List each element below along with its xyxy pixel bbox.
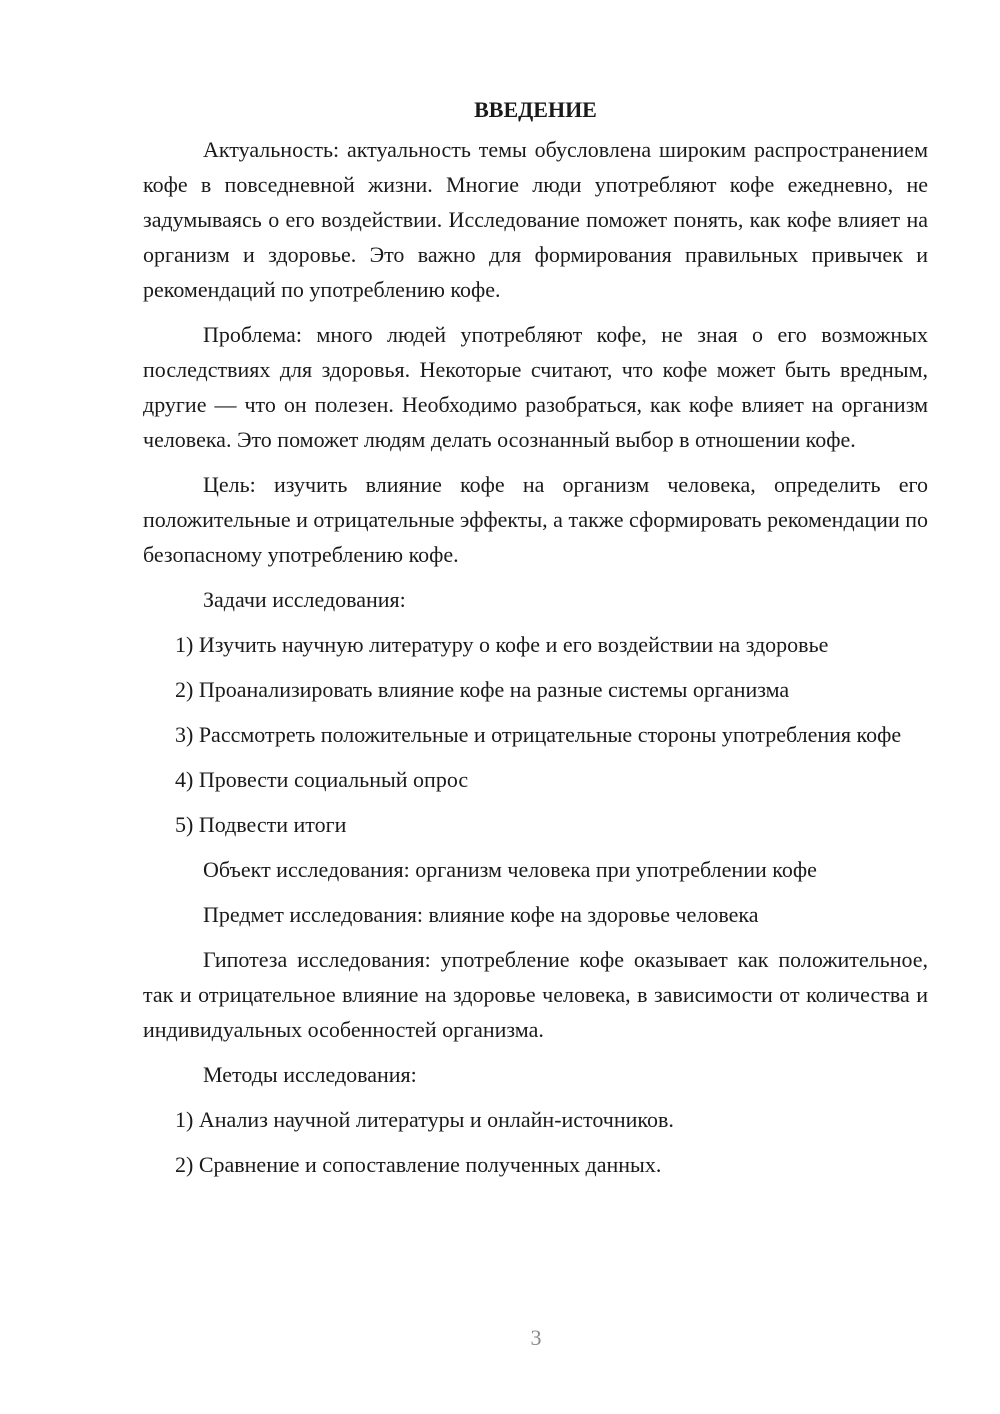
research-object: Объект исследования: организм человека при употреблении кофе bbox=[203, 857, 817, 882]
paragraph-problem: Проблема: много людей употребляют кофе, не зная о его возможных последствиях для здоровья. Некоторые считают, что кофе может быть вредным, другие — что он полезен. Необходимо разобраться, как кофе влияет на организм человека. Это поможет людям делать осознанный выбор в отношении кофе. bbox=[143, 322, 928, 452]
paragraph-relevance: Актуальность: актуальность темы обусловлена широким распространением кофе в повседневной жизни. Многие люди употребляют кофе ежедневно, не задумываясь о его воздействии. Исследование поможет понять, как кофе влияет на организм и здоровье. Это важно для формирования правильных привычек и рекомендаций по употреблению кофе. bbox=[143, 137, 928, 302]
research-subject: Предмет исследования: влияние кофе на здоровье человека bbox=[203, 902, 759, 927]
page-number: 3 bbox=[530, 1325, 542, 1350]
paragraph-goal: Цель: изучить влияние кофе на организм человека, определить его положительные и отрицательные эффекты, а также сформировать рекомендации по безопасному употреблению кофе. bbox=[143, 472, 928, 567]
task-item-4: 4) Провести социальный опрос bbox=[175, 767, 469, 792]
task-item-1: 1) Изучить научную литературу о кофе и его воздействии на здоровье bbox=[175, 632, 829, 657]
research-hypothesis: Гипотеза исследования: употребление кофе оказывает как положительное, так и отрицательное влияние на здоровье человека, в зависимости от количества и индивидуальных особенностей организма. bbox=[143, 947, 928, 1042]
method-item-1: 1) Анализ научной литературы и онлайн-источников. bbox=[175, 1107, 674, 1132]
task-item-5: 5) Подвести итоги bbox=[175, 812, 347, 837]
tasks-heading: Задачи исследования: bbox=[203, 587, 406, 612]
task-item-3: 3) Рассмотреть положительные и отрицательные стороны употребления кофе bbox=[175, 722, 902, 747]
document-page bbox=[143, 92, 928, 1192]
method-item-2: 2) Сравнение и сопоставление полученных данных. bbox=[175, 1152, 662, 1177]
task-item-2: 2) Проанализировать влияние кофе на разные системы организма bbox=[175, 677, 790, 702]
document-title: ВВЕДЕНИЕ bbox=[474, 97, 597, 122]
methods-heading: Методы исследования: bbox=[203, 1062, 417, 1087]
